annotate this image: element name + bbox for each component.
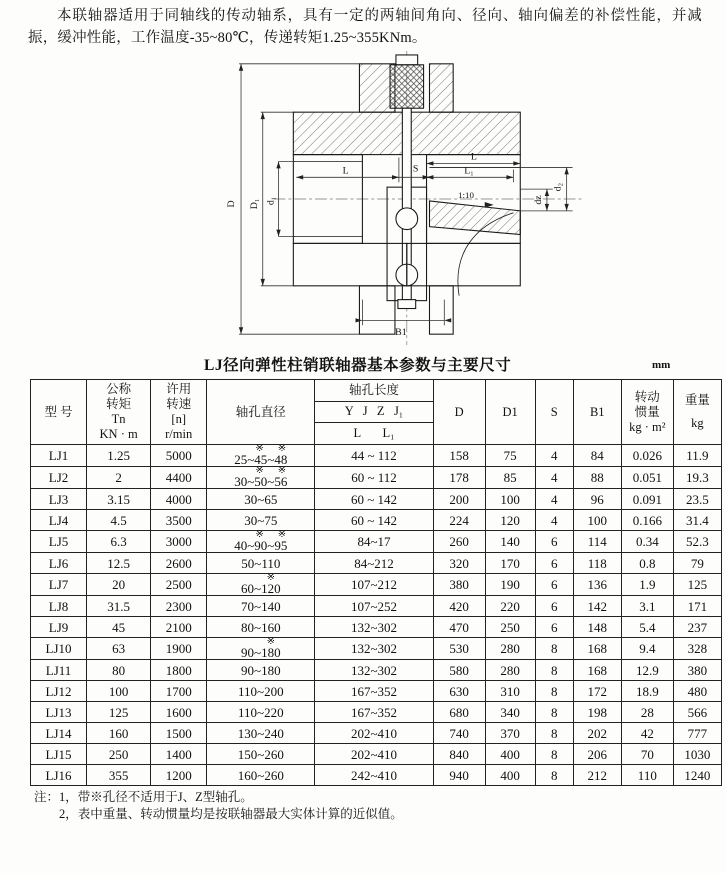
coupling-section-drawing (174, 51, 610, 347)
cell-weight: 19.3 (673, 467, 721, 489)
cell-S: 6 (535, 553, 573, 574)
cell-speed: 3000 (151, 531, 207, 553)
cell-model: LJ6 (31, 553, 87, 574)
cell-inertia: 0.051 (621, 467, 673, 489)
cell-B1: 168 (573, 638, 621, 660)
cell-speed: 3500 (151, 510, 207, 531)
cell-model: LJ14 (31, 723, 87, 744)
header-line: 公称 (106, 382, 132, 396)
cell-weight: 380 (673, 660, 721, 681)
cell-weight: 23.5 (673, 489, 721, 510)
cell-speed: 1400 (151, 744, 207, 765)
cell-length: 202~410 (315, 723, 433, 744)
cell-D1: 400 (485, 744, 535, 765)
cell-D1: 340 (485, 702, 535, 723)
header-line: 转动 (634, 389, 660, 404)
cell-B1: 212 (573, 765, 621, 786)
cell-model: LJ2 (31, 467, 87, 489)
cell-D: 200 (433, 489, 485, 510)
cell-torque: 63 (87, 638, 151, 660)
cell-bore (207, 638, 315, 660)
label-L-left: L (342, 165, 349, 177)
cell-B1: 114 (573, 531, 621, 553)
cell-torque: 20 (87, 574, 151, 596)
cell-bore (207, 531, 315, 553)
cell-length: 84~212 (315, 553, 433, 574)
cell-S: 4 (535, 467, 573, 489)
header-line: 转矩 (106, 397, 132, 411)
bore-value: 40~90~95 (234, 538, 288, 553)
cell-D: 224 (433, 510, 485, 531)
cell-D: 470 (433, 617, 485, 638)
cell-inertia: 70 (621, 744, 673, 765)
col-header-bore-diameter: 轴孔直径 (207, 380, 315, 445)
parameters-table (30, 379, 722, 786)
cell-S: 8 (535, 638, 573, 660)
label-D: D (226, 200, 238, 208)
cell-model: LJ8 (31, 596, 87, 617)
bore-value: 25~45~48 (234, 452, 288, 467)
cell-S: 6 (535, 617, 573, 638)
table-row (31, 596, 722, 617)
cell-length: 132~302 (315, 660, 433, 681)
cell-length: 60 ~ 112 (315, 467, 433, 489)
table-body (31, 445, 722, 786)
cell-length: 107~252 (315, 596, 433, 617)
cell-speed: 5000 (151, 445, 207, 467)
cell-torque: 100 (87, 681, 151, 702)
cell-D: 320 (433, 553, 485, 574)
label-dz: dz (532, 195, 544, 205)
cell-speed: 2100 (151, 617, 207, 638)
header-line: 转速 (166, 397, 192, 411)
cell-D1: 400 (485, 765, 535, 786)
cell-model: LJ16 (31, 765, 87, 786)
cell-D: 940 (433, 765, 485, 786)
cell-torque: 1.25 (87, 445, 151, 467)
cell-inertia: 1.9 (621, 574, 673, 596)
col-header-torque (87, 380, 151, 445)
cell-bore (207, 467, 315, 489)
cell-D1: 280 (485, 638, 535, 660)
cell-weight: 125 (673, 574, 721, 596)
cell-length: 167~352 (315, 681, 433, 702)
cell-D1: 85 (485, 467, 535, 489)
cell-model: LJ5 (31, 531, 87, 553)
cell-weight: 777 (673, 723, 721, 744)
cell-model: LJ10 (31, 638, 87, 660)
intro-paragraph: 本联轴器适用于同轴线的传动轴系，具有一定的两轴间角向、径向、轴向偏差的补偿性能，并减振，缓冲性能，工作温度-35~80℃，传递转矩1.25~355KNm。 (28, 8, 702, 46)
cell-torque: 2 (87, 467, 151, 489)
table-row (31, 681, 722, 702)
cell-inertia: 12.9 (621, 660, 673, 681)
cell-weight: 566 (673, 702, 721, 723)
header-line: 重量 (684, 393, 710, 407)
bore-value: 90~180 (241, 645, 281, 660)
cell-B1: 136 (573, 574, 621, 596)
cell-S: 8 (535, 744, 573, 765)
col-header-model: 型 号 (31, 380, 87, 445)
cell-B1: 168 (573, 660, 621, 681)
bore-asterisk-marks: ※ ※ (255, 529, 289, 540)
cell-D1: 75 (485, 445, 535, 467)
cell-D: 740 (433, 723, 485, 744)
col-header-inertia (621, 380, 673, 445)
footnotes (34, 789, 702, 823)
table-row (31, 445, 722, 467)
cell-torque: 12.5 (87, 553, 151, 574)
cell-D: 630 (433, 681, 485, 702)
cell-B1: 84 (573, 445, 621, 467)
cell-S: 8 (535, 765, 573, 786)
cell-B1: 202 (573, 723, 621, 744)
footnote-2: 2，表中重量、转动惯量均是按联轴器最大实体计算的近似值。 (59, 807, 403, 821)
coupling-diagram-svg (174, 51, 610, 347)
cell-model: LJ9 (31, 617, 87, 638)
table-row (31, 702, 722, 723)
cell-inertia: 0.166 (621, 510, 673, 531)
cell-speed: 1900 (151, 638, 207, 660)
table-row (31, 617, 722, 638)
header-line: kg · m² (629, 419, 666, 434)
cell-speed: 4000 (151, 489, 207, 510)
cell-length: 202~410 (315, 744, 433, 765)
cell-S: 8 (535, 702, 573, 723)
cell-S: 6 (535, 574, 573, 596)
cell-speed: 2500 (151, 574, 207, 596)
cell-inertia: 0.34 (621, 531, 673, 553)
header-line: [n] (171, 412, 186, 426)
label-L1: L₁ (464, 165, 474, 177)
cell-length: 242~410 (315, 765, 433, 786)
cell-D: 530 (433, 638, 485, 660)
cell-bore: 90~180 (207, 660, 315, 681)
cell-inertia: 0.8 (621, 553, 673, 574)
cell-weight: 11.9 (673, 445, 721, 467)
cell-S: 8 (535, 681, 573, 702)
cell-length: 60 ~ 142 (315, 510, 433, 531)
table-row (31, 553, 722, 574)
col-header-length-symbols: L L₁ (315, 423, 433, 445)
table-row (31, 723, 722, 744)
col-header-D1: D1 (485, 380, 535, 445)
label-d2: d₂ (552, 182, 564, 192)
cell-bore: 30~65 (207, 489, 315, 510)
cell-bore: 80~160 (207, 617, 315, 638)
col-header-bore-length: 轴孔长度 (315, 380, 433, 402)
cell-weight: 480 (673, 681, 721, 702)
cell-length: 44 ~ 112 (315, 445, 433, 467)
table-header (31, 380, 722, 445)
cell-torque: 6.3 (87, 531, 151, 553)
unit-label: mm (652, 359, 671, 371)
cell-D1: 250 (485, 617, 535, 638)
cell-B1: 148 (573, 617, 621, 638)
cell-weight: 237 (673, 617, 721, 638)
cell-B1: 142 (573, 596, 621, 617)
cell-bore: 150~260 (207, 744, 315, 765)
col-header-D: D (433, 380, 485, 445)
bore-asterisk-marks: ※ (266, 572, 277, 583)
cell-D1: 220 (485, 596, 535, 617)
cell-bore: 110~220 (207, 702, 315, 723)
cell-D1: 140 (485, 531, 535, 553)
header-line: r/min (165, 427, 193, 441)
cell-inertia: 0.091 (621, 489, 673, 510)
col-header-B1: B1 (573, 380, 621, 445)
cell-model: LJ7 (31, 574, 87, 596)
cell-S: 4 (535, 445, 573, 467)
cell-torque: 125 (87, 702, 151, 723)
cell-weight: 79 (673, 553, 721, 574)
cell-bore: 160~260 (207, 765, 315, 786)
cell-torque: 80 (87, 660, 151, 681)
table-row (31, 660, 722, 681)
cell-weight: 31.4 (673, 510, 721, 531)
cell-D: 420 (433, 596, 485, 617)
header-line: KN · m (99, 427, 138, 441)
cell-D1: 190 (485, 574, 535, 596)
table-row (31, 744, 722, 765)
cell-torque: 45 (87, 617, 151, 638)
cell-D1: 170 (485, 553, 535, 574)
cell-model: LJ4 (31, 510, 87, 531)
cell-length: 60 ~ 142 (315, 489, 433, 510)
cell-D1: 280 (485, 660, 535, 681)
cell-speed: 1200 (151, 765, 207, 786)
cell-B1: 96 (573, 489, 621, 510)
cell-D: 380 (433, 574, 485, 596)
cell-D1: 370 (485, 723, 535, 744)
table-title-row (28, 351, 702, 379)
cell-B1: 206 (573, 744, 621, 765)
cell-inertia: 18.9 (621, 681, 673, 702)
cell-D: 260 (433, 531, 485, 553)
cell-D: 158 (433, 445, 485, 467)
cell-D1: 100 (485, 489, 535, 510)
cell-S: 6 (535, 596, 573, 617)
cell-B1: 198 (573, 702, 621, 723)
label-taper: 1:10 (458, 190, 474, 201)
cell-model: LJ1 (31, 445, 87, 467)
bore-asterisk-marks: ※ ※ (255, 443, 289, 454)
header-line: kg (691, 416, 704, 430)
table-row (31, 510, 722, 531)
cell-S: 6 (535, 531, 573, 553)
col-header-length-types: Y J Z J₁ (315, 401, 433, 423)
col-header-speed (151, 380, 207, 445)
cell-length: 167~352 (315, 702, 433, 723)
header-line: Tn (111, 412, 126, 426)
label-B1: B1 (395, 327, 407, 339)
cell-S: 8 (535, 723, 573, 744)
cell-torque: 4.5 (87, 510, 151, 531)
cell-speed: 2300 (151, 596, 207, 617)
cell-inertia: 9.4 (621, 638, 673, 660)
cell-inertia: 28 (621, 702, 673, 723)
cell-model: LJ12 (31, 681, 87, 702)
cell-weight: 52.3 (673, 531, 721, 553)
col-header-weight (673, 380, 721, 445)
cell-D: 680 (433, 702, 485, 723)
table-row (31, 574, 722, 596)
cell-speed: 1700 (151, 681, 207, 702)
cell-speed: 1600 (151, 702, 207, 723)
cell-bore (207, 574, 315, 596)
cell-D: 840 (433, 744, 485, 765)
cell-length: 132~302 (315, 617, 433, 638)
table-row (31, 467, 722, 489)
cell-bore: 130~240 (207, 723, 315, 744)
bore-asterisk-marks: ※ (266, 636, 277, 647)
cell-speed: 1800 (151, 660, 207, 681)
cell-torque: 250 (87, 744, 151, 765)
bore-value: 30~50~56 (234, 474, 288, 489)
cell-weight: 1240 (673, 765, 721, 786)
cell-speed: 1500 (151, 723, 207, 744)
bore-asterisk-marks: ※ ※ (255, 465, 289, 476)
cell-inertia: 3.1 (621, 596, 673, 617)
table-row (31, 765, 722, 786)
cell-D: 580 (433, 660, 485, 681)
cell-speed: 4400 (151, 467, 207, 489)
cell-inertia: 110 (621, 765, 673, 786)
label-S: S (412, 163, 419, 175)
cell-D: 178 (433, 467, 485, 489)
cell-bore: 110~200 (207, 681, 315, 702)
bore-value: 60~120 (241, 581, 281, 596)
cell-torque: 31.5 (87, 596, 151, 617)
cell-model: LJ15 (31, 744, 87, 765)
cell-model: LJ3 (31, 489, 87, 510)
cell-speed: 2600 (151, 553, 207, 574)
header-line: 惯量 (634, 404, 660, 419)
cell-bore: 70~140 (207, 596, 315, 617)
table-row (31, 489, 722, 510)
cell-inertia: 42 (621, 723, 673, 744)
cell-B1: 88 (573, 467, 621, 489)
col-header-S: S (535, 380, 573, 445)
cell-bore: 50~110 (207, 553, 315, 574)
table-row (31, 638, 722, 660)
table-title: LJ径向弹性柱销联轴器基本参数与主要尺寸 (204, 357, 512, 374)
cell-S: 8 (535, 660, 573, 681)
label-d1: d₁ (265, 196, 277, 206)
header-line: 许用 (166, 382, 192, 396)
cell-bore: 30~75 (207, 510, 315, 531)
cell-bore (207, 445, 315, 467)
footnote-1: 注：1，带※孔径不适用于J、Z型轴孔。 (34, 790, 253, 804)
cell-length: 107~212 (315, 574, 433, 596)
label-D1: D₁ (248, 198, 260, 210)
cell-B1: 172 (573, 681, 621, 702)
cell-torque: 355 (87, 765, 151, 786)
cell-inertia: 0.026 (621, 445, 673, 467)
label-L-right: L (470, 151, 477, 163)
cell-S: 4 (535, 489, 573, 510)
table-row (31, 531, 722, 553)
cell-model: LJ11 (31, 660, 87, 681)
cell-weight: 171 (673, 596, 721, 617)
cell-length: 84~17 (315, 531, 433, 553)
cell-inertia: 5.4 (621, 617, 673, 638)
cell-torque: 160 (87, 723, 151, 744)
cell-torque: 3.15 (87, 489, 151, 510)
cell-D1: 310 (485, 681, 535, 702)
cell-D1: 120 (485, 510, 535, 531)
cell-B1: 100 (573, 510, 621, 531)
cell-S: 4 (535, 510, 573, 531)
cell-length: 132~302 (315, 638, 433, 660)
cell-weight: 328 (673, 638, 721, 660)
cell-weight: 1030 (673, 744, 721, 765)
cell-B1: 118 (573, 553, 621, 574)
cell-model: LJ13 (31, 702, 87, 723)
